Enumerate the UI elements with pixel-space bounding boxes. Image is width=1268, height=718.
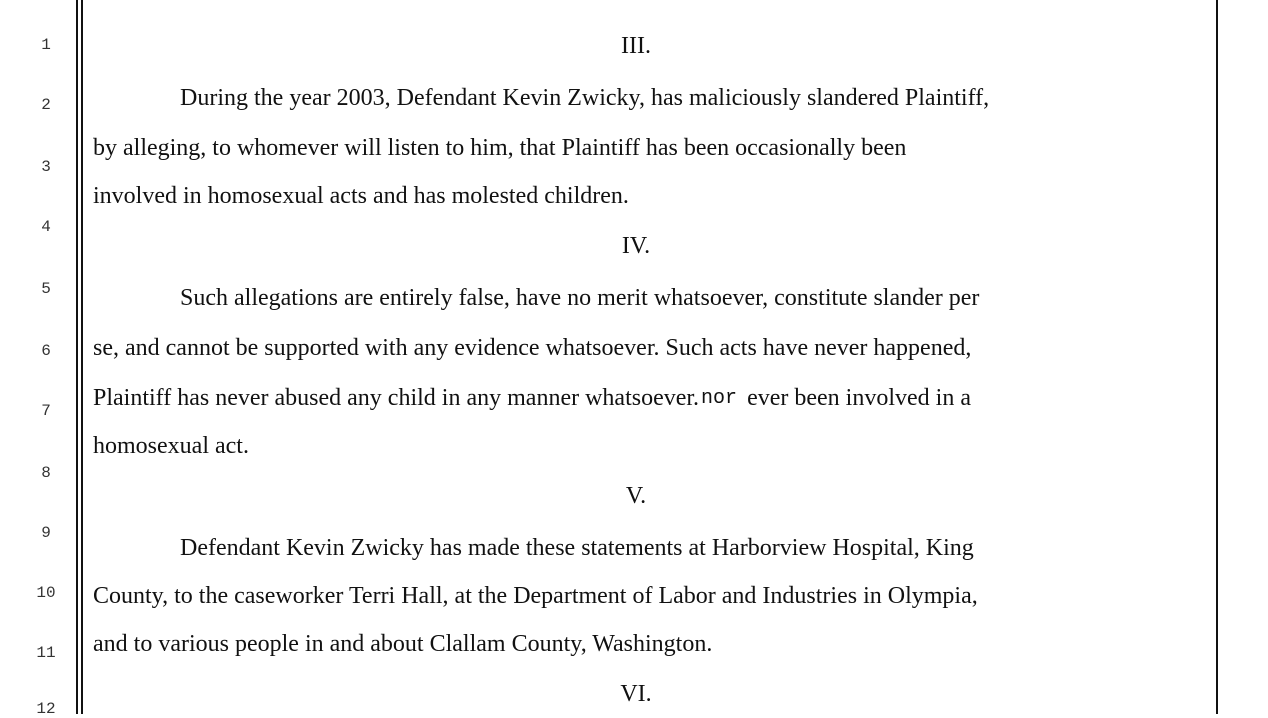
paragraph-line: and to various people in and about Clallam County, Washington. — [93, 631, 713, 657]
section-heading-v: V. — [625, 483, 647, 509]
paragraph-line: homosexual act. — [93, 433, 249, 459]
right-margin-rule — [1216, 0, 1218, 714]
line-number: 11 — [36, 644, 56, 662]
line-number: 1 — [41, 36, 51, 54]
section-heading-iv: IV. — [621, 233, 651, 259]
line-number: 10 — [36, 584, 56, 602]
line-number: 7 — [41, 402, 51, 420]
paragraph-line-continuation: ever been involved in a — [747, 385, 971, 411]
line-number: 9 — [41, 524, 51, 542]
paragraph-line: During the year 2003, Defendant Kevin Zwicky, has maliciously slandered Plaintiff, — [180, 85, 990, 111]
line-number: 8 — [41, 464, 51, 482]
line-number: 12 — [36, 700, 56, 718]
line-number: 5 — [41, 280, 51, 298]
paragraph-line: by alleging, to whomever will listen to him, that Plaintiff has been occasionally been — [93, 135, 907, 161]
handwritten-insertion: nor — [701, 387, 738, 410]
section-heading-iii: III. — [621, 33, 651, 59]
paragraph-line: Such allegations are entirely false, have no merit whatsoever, constitute slander per — [180, 285, 980, 311]
paragraph-line: County, to the caseworker Terri Hall, at the Department of Labor and Industries in Olympia, — [93, 583, 978, 609]
line-number: 2 — [41, 96, 51, 114]
line-number: 6 — [41, 342, 51, 360]
paragraph-line-text: Plaintiff has never abused any child in any manner whatsoever. — [93, 385, 700, 411]
paragraph-line: Defendant Kevin Zwicky has made these statements at Harborview Hospital, King — [180, 535, 974, 561]
left-margin-rule-outer — [76, 0, 78, 714]
paragraph-line: se, and cannot be supported with any evidence whatsoever. Such acts have never happened, — [93, 335, 972, 361]
paragraph-line — [93, 384, 971, 415]
paragraph-line: involved in homosexual acts and has molested children. — [93, 183, 629, 209]
line-number: 4 — [41, 218, 51, 236]
line-number: 3 — [41, 158, 51, 176]
left-margin-rule-inner — [81, 0, 83, 714]
section-heading-vi: VI. — [620, 681, 652, 707]
